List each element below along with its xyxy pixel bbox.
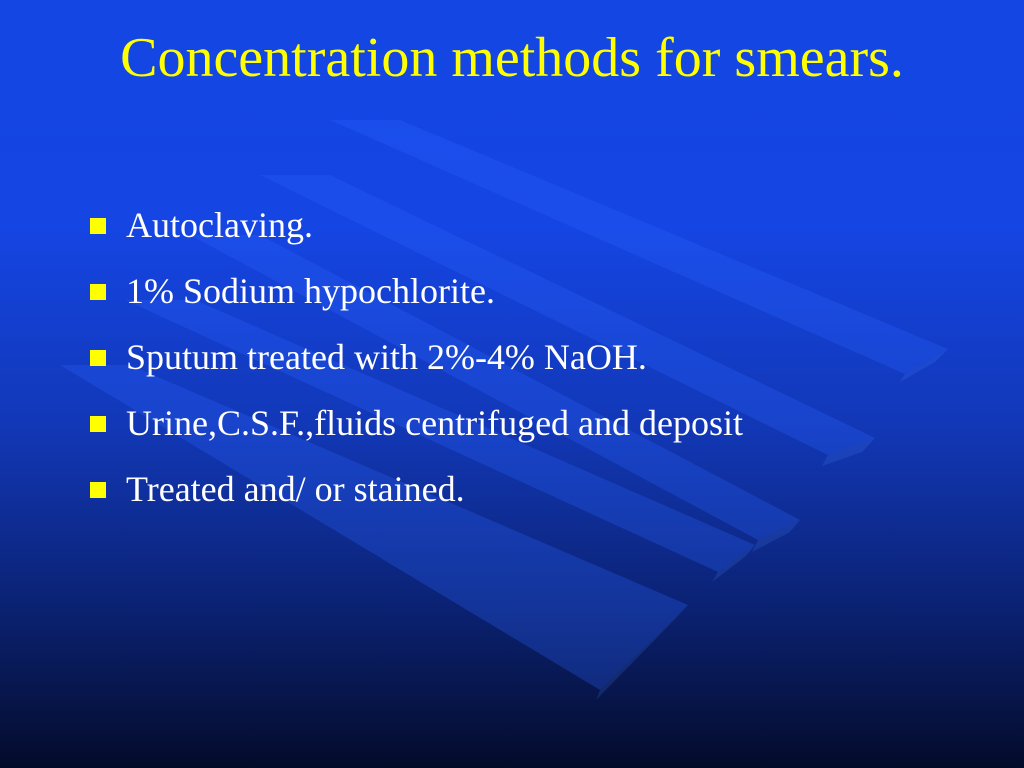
bullet-text: Urine,C.S.F.,fluids centrifuged and deposit bbox=[126, 403, 744, 443]
list-item bbox=[90, 258, 990, 324]
list-item bbox=[90, 324, 990, 390]
square-bullet-icon bbox=[90, 218, 106, 234]
bullet-text: Sputum treated with 2%-4% NaOH. bbox=[126, 337, 647, 377]
square-bullet-icon bbox=[90, 350, 106, 366]
square-bullet-icon bbox=[90, 416, 106, 432]
bullet-text: Treated and/ or stained. bbox=[126, 469, 465, 509]
bullet-list bbox=[90, 192, 990, 522]
list-item bbox=[90, 192, 990, 258]
square-bullet-icon bbox=[90, 482, 106, 498]
slide-title: Concentration methods for smears. bbox=[120, 27, 904, 89]
square-bullet-icon bbox=[90, 284, 106, 300]
bullet-text: Autoclaving. bbox=[126, 205, 313, 245]
list-item bbox=[90, 456, 990, 522]
bullet-text: 1% Sodium hypochlorite. bbox=[126, 271, 495, 311]
list-item bbox=[90, 390, 990, 456]
